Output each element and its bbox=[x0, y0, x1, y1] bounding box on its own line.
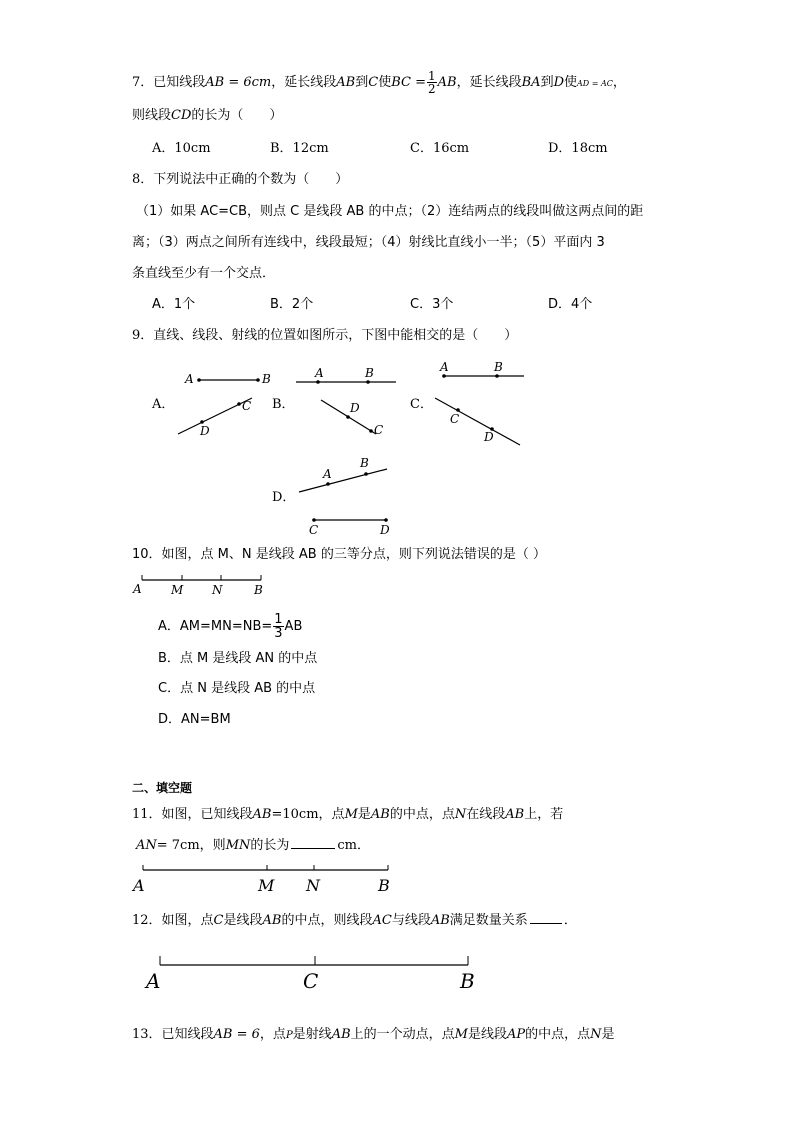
q11-ab: AB bbox=[370, 807, 390, 822]
q9-figure-d bbox=[294, 452, 394, 538]
q7-option-a: A．10cm bbox=[152, 141, 211, 156]
q9d-point-d-label: D bbox=[380, 523, 390, 537]
q9-figure-c bbox=[430, 356, 530, 448]
q11-ab: AB bbox=[505, 807, 525, 822]
q12-text-part: 的中点，则线段 bbox=[281, 913, 373, 928]
q13-text-part: ，点 bbox=[259, 1027, 286, 1042]
q9a-point-c-label: C bbox=[242, 399, 252, 413]
q7-text: 使 bbox=[564, 75, 578, 90]
q7-c: C bbox=[368, 75, 379, 90]
q8-title: 8．下列说法中正确的个数为（ ） bbox=[132, 172, 349, 187]
q11-text: 上，若 bbox=[524, 807, 564, 822]
q7-d: D bbox=[553, 75, 565, 90]
q7-text: 使 bbox=[378, 75, 392, 90]
q10-title: 10．如图，点 M、N 是线段 AB 的三等分点，则下列说法错误的是（ ） bbox=[132, 547, 546, 562]
q7-line1 bbox=[132, 70, 626, 95]
q11-point-b-label: B bbox=[378, 876, 390, 895]
q7-cd: CD bbox=[171, 108, 192, 123]
q11-an: AN bbox=[136, 838, 157, 853]
q7-text: ， bbox=[612, 75, 626, 90]
q10-point-n-label: N bbox=[212, 583, 223, 597]
q11-text: ，点 bbox=[318, 807, 345, 822]
q13-text-part: 是射线 bbox=[292, 1027, 332, 1042]
q11-point-n-label: N bbox=[306, 876, 320, 895]
q12-figure bbox=[140, 948, 490, 994]
q7-ab-eq: AB = 6cm bbox=[205, 75, 272, 90]
q9d-point-c-label: C bbox=[309, 523, 319, 537]
q13-n: N bbox=[590, 1027, 602, 1042]
q7-fraction bbox=[427, 70, 437, 95]
q9a-point-b-label: B bbox=[262, 372, 271, 386]
q7-line2 bbox=[132, 107, 282, 125]
q11-n: N bbox=[454, 807, 467, 822]
q10-option-a-text: A．AM=MN=NB= bbox=[158, 619, 273, 634]
q10-figure bbox=[130, 570, 270, 598]
q9-label-c: C． bbox=[410, 397, 433, 412]
q7-option-d: D．18cm bbox=[548, 141, 608, 156]
q10-option-a-ab: AB bbox=[284, 619, 303, 634]
q10-frac-den: 3 bbox=[274, 626, 283, 641]
q7-text: 到 bbox=[540, 75, 554, 90]
q11-text: 11．如图，已知线段 bbox=[132, 807, 253, 822]
q10-option-d: D．AN=BM bbox=[158, 712, 231, 727]
q12-point-c-label: C bbox=[303, 969, 319, 993]
q10-point-b-label: B bbox=[254, 583, 263, 597]
q9c-point-c-label: C bbox=[450, 412, 460, 426]
q10-option-b: B．点 M 是线段 AN 的中点 bbox=[158, 651, 318, 666]
q9-label-a: A． bbox=[152, 397, 175, 412]
q10-point-m-label: M bbox=[171, 583, 184, 597]
q9a-point-d-label: D bbox=[200, 424, 210, 438]
q12-text-part: 满足数量关系 bbox=[449, 913, 528, 928]
section-heading: 二、填空题 bbox=[132, 781, 193, 795]
q9b-point-c-label: C bbox=[374, 423, 384, 437]
q11-text: 的中点，点 bbox=[389, 807, 455, 822]
q9c-point-a-label: A bbox=[440, 360, 449, 374]
q10-frac-num: 1 bbox=[274, 612, 283, 627]
q9c-point-b-label: B bbox=[494, 360, 503, 374]
q8-line2: 离；（3）两点之间所有连线中，线段最短；（4）射线比直线小一半；（5）平面内 3 bbox=[132, 235, 605, 250]
q9-title: 9．直线、线段、射线的位置如图所示，下图中能相交的是（ ） bbox=[132, 328, 518, 343]
q10-point-a-label: A bbox=[133, 582, 142, 596]
q7-bc-eq: BC = bbox=[391, 75, 426, 90]
q7-option-c: C．16cm bbox=[410, 141, 470, 156]
q11-text: 在线段 bbox=[466, 807, 506, 822]
q7-text: 则线段 bbox=[132, 108, 172, 123]
q13-ap: AP bbox=[506, 1027, 526, 1042]
q8-option-c: C．3个 bbox=[410, 297, 454, 312]
q11-line2 bbox=[136, 835, 370, 855]
q11-line1 bbox=[132, 806, 563, 824]
q9-label-b: B． bbox=[272, 397, 295, 412]
q11-point-a-label: A bbox=[133, 876, 145, 895]
q9-figure-b bbox=[294, 364, 404, 444]
q9c-point-d-label: D bbox=[484, 430, 494, 444]
q12-text bbox=[132, 910, 577, 930]
q10-option-a bbox=[158, 613, 302, 640]
q11-m: M bbox=[344, 807, 358, 822]
q11-text: cm． bbox=[337, 838, 370, 853]
q9d-point-b-label: B bbox=[360, 456, 369, 470]
q9b-point-d-label: D bbox=[350, 401, 360, 415]
q12-text-part: 与线段 bbox=[391, 913, 431, 928]
q7-text: ，延长线段 bbox=[271, 75, 337, 90]
q9b-point-a-label: A bbox=[315, 366, 324, 380]
q13-ab: AB = 6 bbox=[213, 1027, 260, 1042]
q13-text-part: 上的一个动点，点 bbox=[350, 1027, 455, 1042]
q13-text-part: 13．已知线段 bbox=[132, 1027, 214, 1042]
q12-text-part: 12．如图，点 bbox=[132, 913, 214, 928]
q13-text bbox=[132, 1026, 615, 1045]
q12-text-part: ． bbox=[563, 913, 577, 928]
q12-point-a-label: A bbox=[146, 969, 161, 993]
q11-mn: MN bbox=[225, 838, 251, 853]
q12-point-b-label: B bbox=[460, 969, 475, 993]
q7-ab: AB bbox=[336, 75, 356, 90]
q11-text: ，则 bbox=[199, 838, 226, 853]
q12-ab: AB bbox=[262, 913, 282, 928]
q7-ba: BA bbox=[521, 75, 541, 90]
q7-text: ，延长线段 bbox=[456, 75, 522, 90]
q9a-point-a-label: A bbox=[185, 372, 194, 386]
q12-ac: AC bbox=[372, 913, 392, 928]
q7-option-b: B．12cm bbox=[270, 141, 329, 156]
q10-fraction bbox=[273, 613, 283, 640]
q11-text: 的长为 bbox=[250, 838, 290, 853]
q8-option-b: B．2个 bbox=[270, 297, 314, 312]
q8-option-d: D．4个 bbox=[548, 297, 593, 312]
q11-point-m-label: M bbox=[258, 876, 275, 895]
q12-answer-blank[interactable] bbox=[530, 910, 562, 924]
q11-ab: AB bbox=[252, 807, 272, 822]
q7-text: 的长为（ ） bbox=[191, 108, 283, 123]
q13-p: P bbox=[285, 1030, 293, 1041]
q12-text-part: 是线段 bbox=[223, 913, 263, 928]
q13-text-part: 是 bbox=[601, 1027, 615, 1042]
q12-c: C bbox=[213, 913, 224, 928]
q12-ab: AB bbox=[430, 913, 450, 928]
q13-text-part: 的中点，点 bbox=[525, 1027, 591, 1042]
q7-ab: AB bbox=[437, 75, 457, 90]
q8-line3: 条直线至少有一个交点． bbox=[132, 266, 276, 281]
q9b-point-b-label: B bbox=[365, 366, 374, 380]
q9-figure-a bbox=[172, 362, 272, 442]
q11-figure bbox=[130, 860, 400, 896]
q11-text: 是 bbox=[357, 807, 371, 822]
q7-text: 到 bbox=[355, 75, 369, 90]
q8-line1: （1）如果 AC=CB，则点 C 是线段 AB 的中点；（2）连结两点的线段叫做这两点间的距 bbox=[136, 204, 644, 219]
q9d-point-a-label: A bbox=[323, 467, 332, 481]
q13-text-part: 是线段 bbox=[467, 1027, 507, 1042]
q13-ab: AB bbox=[331, 1027, 351, 1042]
q10-option-c: C．点 N 是线段 AB 的中点 bbox=[158, 681, 316, 696]
q9-label-d: D． bbox=[272, 490, 296, 505]
q7-frac-num: 1 bbox=[428, 69, 436, 83]
q7-ad-ac: AD = AC bbox=[577, 79, 613, 88]
q11-answer-blank[interactable] bbox=[291, 835, 335, 849]
q7-frac-den: 2 bbox=[428, 82, 436, 96]
q11-an-eq: = 7cm bbox=[156, 838, 200, 853]
q8-option-a: A．1个 bbox=[152, 297, 196, 312]
q11-eq: =10cm bbox=[271, 807, 319, 822]
q13-m: M bbox=[454, 1027, 468, 1042]
q7-text: 7．已知线段 bbox=[132, 75, 206, 90]
